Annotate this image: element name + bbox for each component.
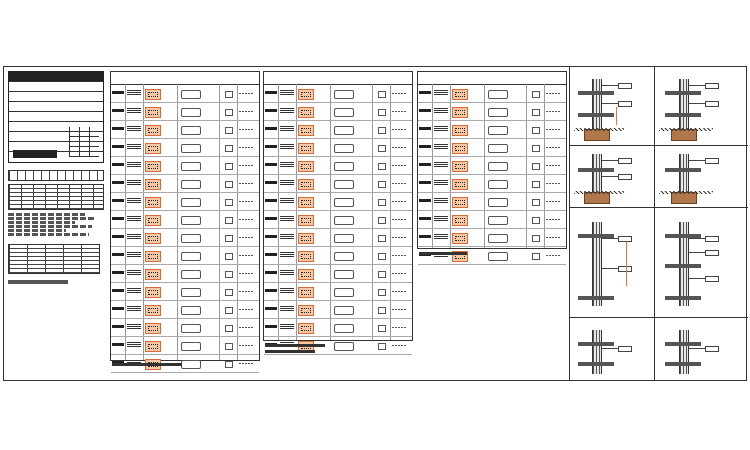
column-detail-5: [655, 67, 748, 145]
column-detail-8: [655, 317, 748, 381]
table-row: [418, 85, 566, 103]
detail-title: [655, 67, 748, 71]
title-block-row: [9, 112, 103, 122]
table-row: [264, 157, 412, 175]
table-row: [264, 229, 412, 247]
title-block: [8, 71, 104, 163]
table-row: [264, 139, 412, 157]
table-row: [111, 301, 259, 319]
table-row: [264, 175, 412, 193]
note-line: [8, 229, 66, 232]
table-row: [264, 247, 412, 265]
revision-grid: [69, 127, 99, 157]
scale-bar: [8, 280, 68, 284]
table-row: [418, 193, 566, 211]
note-line: [8, 225, 92, 228]
table-row: [111, 103, 259, 121]
column-detail-2: [570, 145, 654, 208]
summary-table: [8, 170, 104, 181]
table-row: [418, 103, 566, 121]
column-schedule-1: [110, 71, 260, 361]
detail-title: [655, 208, 748, 212]
table-row: [111, 319, 259, 337]
table-row: [111, 85, 259, 103]
table-row: [111, 175, 259, 193]
note-line: [8, 233, 89, 236]
table-row: [264, 193, 412, 211]
table-row: [111, 157, 259, 175]
table-row: [111, 229, 259, 247]
table-row: [418, 247, 566, 265]
table-row: [264, 283, 412, 301]
material-table: [8, 184, 104, 210]
seal-block: [13, 150, 57, 158]
table-row: [264, 103, 412, 121]
column-detail-1: [570, 67, 654, 145]
table-row: [111, 121, 259, 139]
note-line: [8, 217, 96, 220]
column-schedule-3: [417, 71, 567, 249]
table-row: [418, 175, 566, 193]
schedule-footnote: [419, 252, 467, 255]
column-detail-6: [655, 145, 748, 208]
column-details-area: [569, 67, 747, 380]
table-row: [111, 139, 259, 157]
table-row: [264, 319, 412, 337]
table-row: [264, 265, 412, 283]
table-row: [264, 121, 412, 139]
column-detail-7: [655, 207, 748, 318]
detail-title: [570, 67, 654, 71]
table-row: [264, 211, 412, 229]
schedule-footnote: [265, 344, 325, 347]
table-row: [418, 157, 566, 175]
drawing-sheet: [3, 66, 747, 381]
table-row: [111, 283, 259, 301]
column-schedule-2: [263, 71, 413, 341]
schedule-footnote: [112, 363, 182, 366]
title-block-row: [9, 92, 103, 102]
general-notes: [8, 170, 104, 340]
table-row: [111, 211, 259, 229]
column-detail-4: [570, 317, 654, 381]
schedule-footnote: [265, 350, 315, 353]
detail-title: [570, 318, 654, 322]
title-block-row: [9, 72, 103, 82]
column-detail-3: [570, 207, 654, 318]
table-row: [264, 301, 412, 319]
table-row: [418, 139, 566, 157]
title-block-row: [9, 82, 103, 92]
title-block-row: [9, 102, 103, 112]
table-row: [418, 229, 566, 247]
table-row: [111, 337, 259, 355]
note-line: [8, 221, 75, 224]
table-row: [418, 121, 566, 139]
note-line: [8, 213, 85, 216]
table-row: [111, 247, 259, 265]
quantity-table: [8, 244, 100, 274]
table-row: [111, 193, 259, 211]
table-row: [111, 265, 259, 283]
table-row: [264, 85, 412, 103]
table-row: [418, 211, 566, 229]
detail-title: [570, 208, 654, 212]
